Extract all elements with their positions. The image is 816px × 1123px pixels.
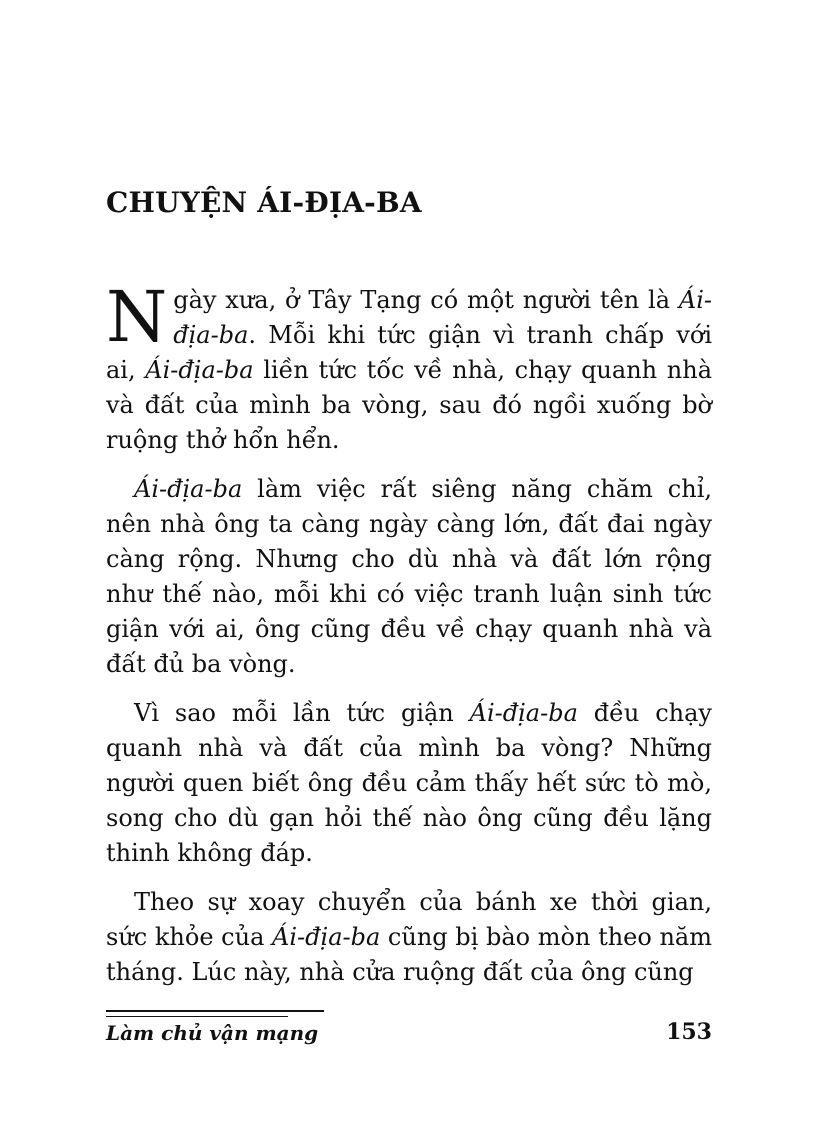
text-run: Theo sự xoay chuyển của bánh xe thời gian, sức khỏe của — [106, 888, 712, 951]
paragraph — [106, 696, 712, 871]
character-name: Ái-địa-ba — [272, 923, 381, 951]
character-name: Ái-địa-ba — [134, 475, 243, 503]
text-run: Vì sao mỗi lần tức giận — [134, 699, 470, 727]
text-run: cũng bị bào mòn theo năm tháng. Lúc này, nhà cửa ruộng đất của ông cũng — [106, 923, 712, 986]
text-run: đều chạy quanh nhà và đất của mình ba vòng? Những người quen biết ông đều cảm thấy hết sức tò mò, song cho dù gạn hỏi thế nào ông cũng đều lặng thinh không đáp. — [106, 699, 712, 867]
text-run: liền tức tốc về nhà, chạy quanh nhà và đất của mình ba vòng, sau đó ngồi xuống bờ ruộng thở hổn hển. — [106, 356, 713, 454]
character-name: Ái-địa-ba — [173, 286, 712, 349]
paragraph — [106, 885, 712, 990]
text-run: . Mỗi khi tức giận vì tranh chấp với ai, — [106, 321, 712, 384]
character-name: Ái-địa-ba — [145, 356, 254, 384]
page-number: 153 — [666, 1019, 712, 1045]
page-title: CHUYỆN ÁI-ĐỊA-BA — [106, 186, 422, 219]
character-name: Ái-địa-ba — [469, 699, 578, 727]
footer-rule — [106, 1010, 324, 1012]
footer-rule — [106, 1016, 288, 1017]
drop-cap: N — [106, 276, 168, 358]
text-run: làm việc rất siêng năng chăm chỉ, nên nhà ông ta càng ngày càng lớn, đất đai ngày càng rộng. Nhưng cho dù nhà và đất lớn rộng như thế nào, mỗi khi có việc tranh luận sinh tức giận với ai, ông cũng đều về chạy quanh nhà và đất đủ ba vòng. — [106, 475, 712, 678]
paragraph — [106, 276, 713, 458]
text-run: gày xưa, ở Tây Tạng có một người tên là — [173, 286, 679, 314]
body-text — [106, 276, 713, 1004]
paragraph — [106, 472, 712, 682]
book-title-footer: Làm chủ vận mạng — [106, 1021, 319, 1045]
